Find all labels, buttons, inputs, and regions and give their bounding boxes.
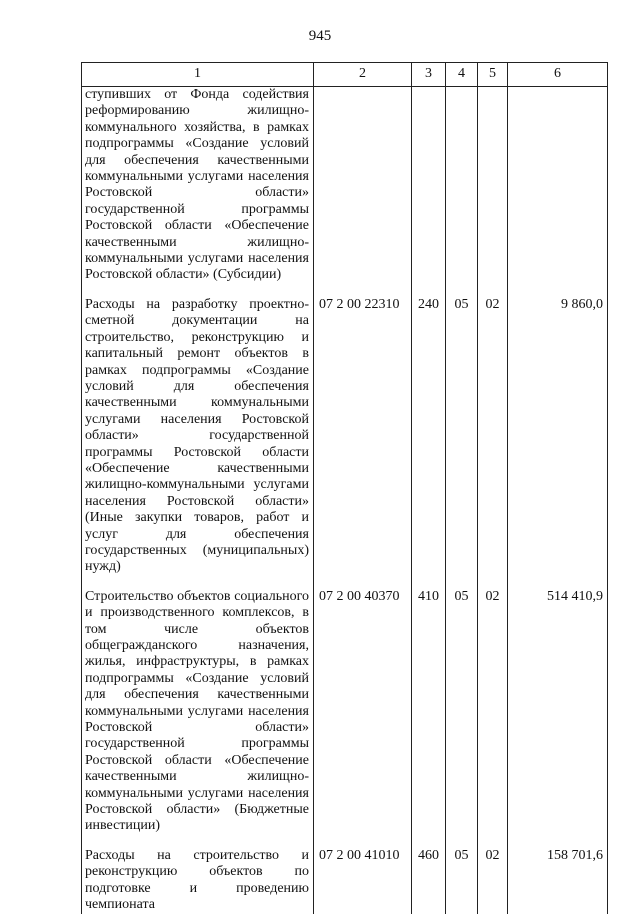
row-amount: 514 410,9: [508, 589, 608, 835]
table-row: [82, 87, 608, 284]
row-name: Расходы на разработку проектно-сметной документации на строительство, реконструкцию и капитальный ремонт объектов в рамках подпрограммы «Создание условий для обеспечения качественными коммунальными услугами населения Ростовской области» государственной программы Ростовской области «Обеспечение качественными жилищно-коммунальными услугами населения Ростовской области» (Иные закупки товаров, работ и услуг для обеспечения государственных (муниципальных) нужд): [82, 297, 314, 576]
row-col3: [412, 87, 446, 284]
column-header-2: 2: [314, 63, 412, 87]
column-header-4: 4: [446, 63, 478, 87]
column-header-5: 5: [478, 63, 508, 87]
page-number: 945: [308, 28, 332, 44]
row-name: Расходы на строительство и реконструкцию объектов по подготовке и проведению чемпионата: [82, 848, 314, 914]
row-col4: 05: [446, 848, 478, 914]
row-amount: 9 860,0: [508, 297, 608, 576]
row-code: 07 2 00 22310: [314, 297, 412, 576]
row-code: 07 2 00 41010: [314, 848, 412, 914]
row-amount: 158 701,6: [508, 848, 608, 914]
row-code: [314, 87, 412, 284]
budget-table: [81, 62, 608, 914]
table-row: [82, 297, 608, 576]
table-row: [82, 848, 608, 914]
column-header-1: 1: [82, 63, 314, 87]
table-row: [82, 589, 608, 835]
row-col4: [446, 87, 478, 284]
row-col3: 460: [412, 848, 446, 914]
row-col5: 02: [478, 589, 508, 835]
row-col3: 410: [412, 589, 446, 835]
row-col5: 02: [478, 297, 508, 576]
column-header-3: 3: [412, 63, 446, 87]
row-col3: 240: [412, 297, 446, 576]
row-col4: 05: [446, 297, 478, 576]
row-col4: 05: [446, 589, 478, 835]
column-header-6: 6: [508, 63, 608, 87]
row-name: Строительство объектов социального и производственного комплексов, в том числе объектов общегражданского назначения, жилья, инфраструктуры, в рамках подпрограммы «Создание условий для обеспечения качественными коммунальными услугами населения Ростовской области» государственной программы Ростовской области «Обеспечение качественными жилищно-коммунальными услугами населения Ростовской области» (Бюджетные инвестиции): [82, 589, 314, 835]
row-code: 07 2 00 40370: [314, 589, 412, 835]
row-amount: [508, 87, 608, 284]
row-col5: 02: [478, 848, 508, 914]
row-name: ступивших от Фонда содействия реформированию жилищно-коммунального хозяйства, в рамках подпрограммы «Создание условий для обеспечения качественными коммунальными услугами населения Ростовской области» государственной программы Ростовской области «Обеспечение качественными жилищно-коммунальными услугами населения Ростовской области» (Субсидии): [82, 87, 314, 284]
row-col5: [478, 87, 508, 284]
table-header-row: [82, 63, 608, 87]
